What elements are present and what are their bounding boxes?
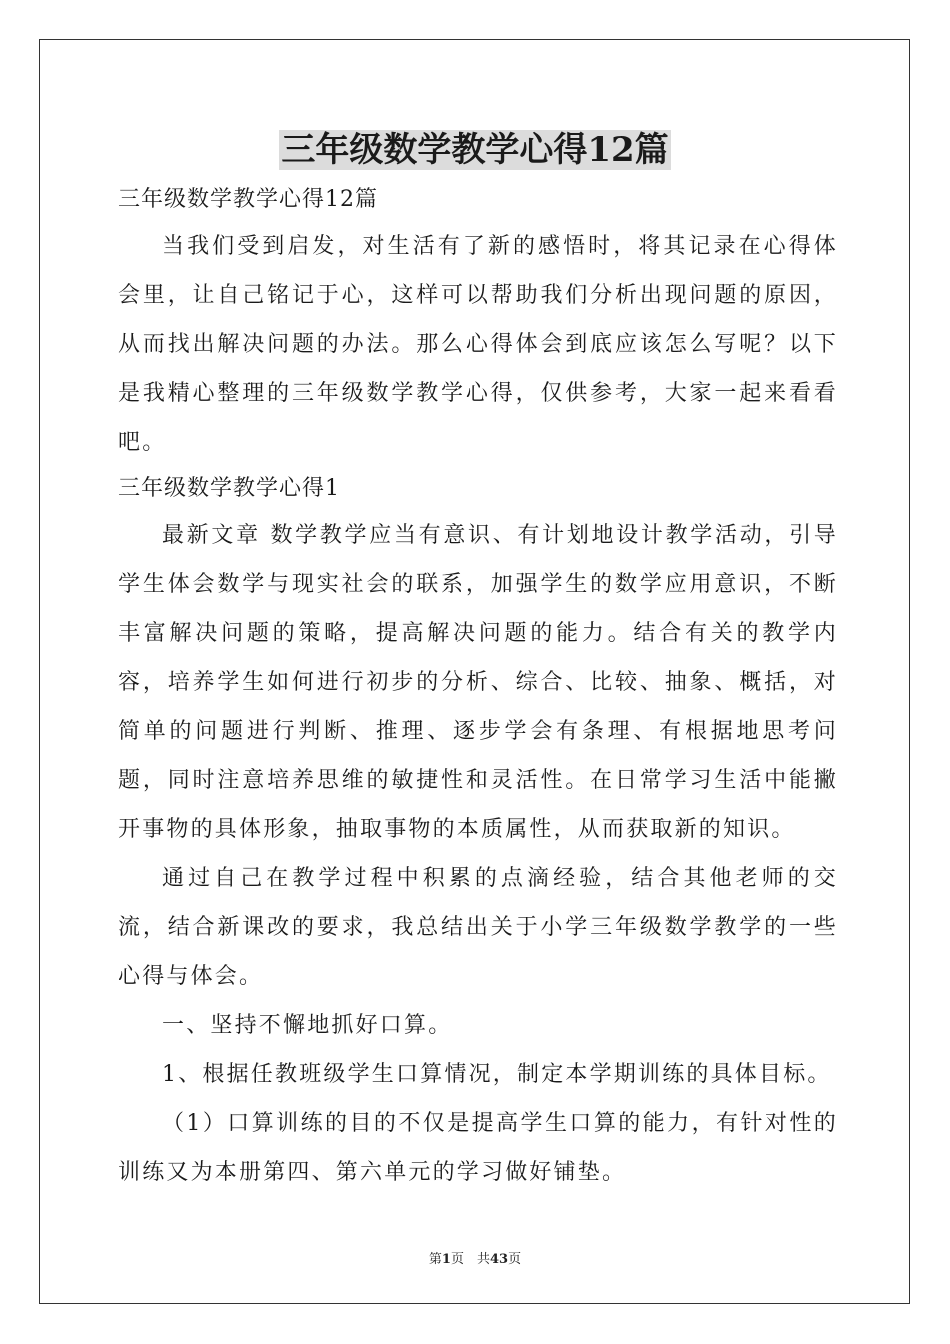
- body-paragraph: 通过自己在教学过程中积累的点滴经验，结合其他老师的交流，结合新课改的要求，我总结出关于小学三年级数学教学的一些心得与体会。: [118, 866, 838, 989]
- page-footer: [0, 1248, 950, 1267]
- total-pages: 43: [489, 1252, 509, 1267]
- body-paragraph: 1、根据任教班级学生口算情况，制定本学期训练的具体目标。: [162, 1062, 832, 1087]
- document-title: [0, 128, 950, 172]
- body-paragraph: 一、坚持不懈地抓好口算。: [162, 1013, 453, 1038]
- document-body: [118, 178, 838, 1197]
- document-subtitle: 三年级数学教学心得12篇: [118, 187, 378, 212]
- intro-paragraph: 当我们受到启发，对生活有了新的感悟时，将其记录在心得体会里，让自己铭记于心，这样可以帮助我们分析出现问题的原因，从而找出解决问题的办法。那么心得体会到底应该怎么写呢？以下是我精心整理的三年级数学教学心得，仅供参考，大家一起来看看吧。: [118, 234, 838, 455]
- page-suffix: 页 共: [450, 1252, 490, 1267]
- section-heading: 三年级数学教学心得1: [118, 476, 340, 501]
- body-paragraph: （1）口算训练的目的不仅是提高学生口算的能力，有针对性的训练又为本册第四、第六单元的学习做好铺垫。: [118, 1111, 838, 1185]
- document-title-text: 三年级数学教学心得12篇: [281, 130, 669, 170]
- page-prefix: 第: [428, 1252, 442, 1267]
- page-number: 1: [441, 1252, 451, 1267]
- total-suffix: 页: [508, 1252, 522, 1267]
- body-paragraph: 最新文章 数学教学应当有意识、有计划地设计教学活动，引导学生体会数学与现实社会的联系，加强学生的数学应用意识，不断丰富解决问题的策略，提高解决问题的能力。结合有关的教学内容，培养学生如何进行初步的分析、综合、比较、抽象、概括，对简单的问题进行判断、推理、逐步学会有条理、有根据地思考问题，同时注意培养思维的敏捷性和灵活性。在日常学习生活中能撇开事物的具体形象，抽取事物的本质属性，从而获取新的知识。: [118, 523, 838, 842]
